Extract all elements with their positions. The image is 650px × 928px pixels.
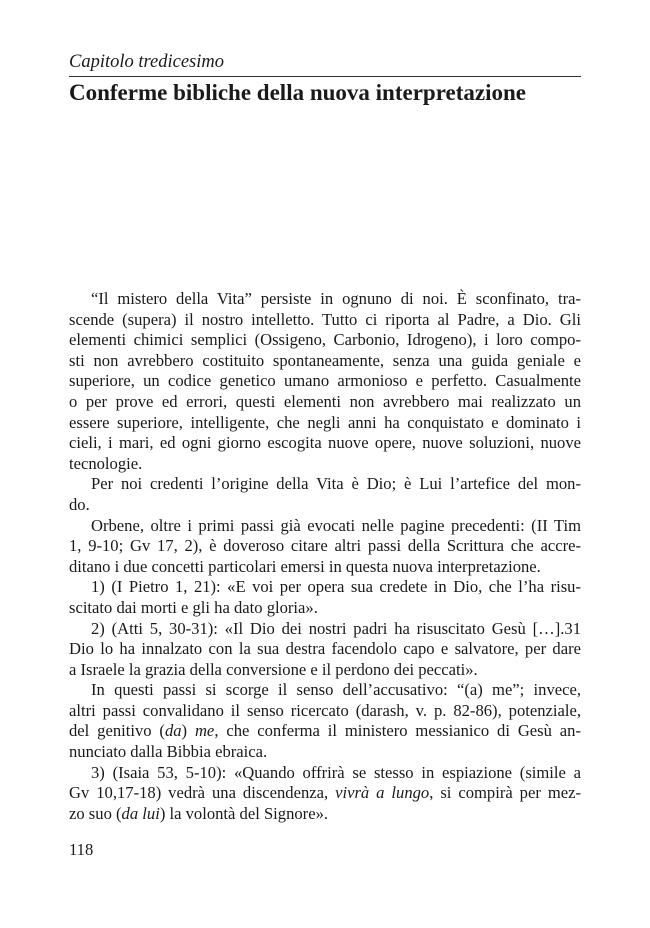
page-title: Conferme bibliche della nuova interpretazione bbox=[69, 80, 526, 105]
text-line bbox=[69, 721, 581, 742]
text-segment: del genitivo ( bbox=[69, 721, 165, 741]
text-line bbox=[69, 392, 581, 413]
text-line bbox=[69, 413, 581, 434]
text-segment: “Il mistero della Vita” persiste in ognuno di noi. È sconfinato, tra- bbox=[91, 289, 581, 308]
text-line bbox=[69, 804, 581, 825]
text-segment: ) la volontà del Signore». bbox=[159, 803, 329, 823]
chapter-label: Capitolo tredicesimo bbox=[69, 52, 225, 72]
text-segment: Per noi credenti l’origine della Vita è Dio; è Lui l’artefice del mon- bbox=[91, 474, 581, 494]
text-line bbox=[69, 310, 581, 331]
text-segment: o per prove ed errori, questi elementi non avrebbero mai realizzato un bbox=[69, 391, 581, 411]
text-line bbox=[69, 536, 581, 557]
text-segment: 3) (Isaia 53, 5-10): «Quando offrirà se stesso in espiazione (simile a bbox=[91, 762, 581, 782]
italic-text: da bbox=[164, 721, 182, 741]
text-segment: , si compirà per mez- bbox=[429, 783, 581, 803]
body-text bbox=[69, 289, 581, 824]
text-line bbox=[69, 619, 581, 640]
text-segment: 1) (I Pietro 1, 21): «E voi per opera sua credete in Dio, che l’ha risu- bbox=[91, 577, 581, 597]
text-segment: Orbene, oltre i primi passi già evocati nelle pagine precedenti: (II Tim bbox=[91, 515, 581, 535]
text-line bbox=[69, 783, 581, 804]
text-segment: nunciato dalla Bibbia ebraica. bbox=[69, 742, 268, 762]
text-line bbox=[69, 660, 581, 681]
text-segment: Gv 10,17-18) vedrà una discendenza, bbox=[69, 783, 336, 803]
text-segment: sti non avrebbero costituito spontaneamente, senza una guida geniale e bbox=[69, 350, 581, 370]
text-segment: tecnologie. bbox=[69, 453, 143, 473]
text-segment: do. bbox=[69, 494, 90, 514]
text-segment: essere superiore, intelligente, che negli anni ha conquistato e dominato i bbox=[69, 412, 581, 432]
text-line bbox=[69, 557, 581, 578]
header-divider bbox=[69, 76, 581, 77]
text-line bbox=[69, 680, 581, 701]
text-line bbox=[69, 516, 581, 537]
text-segment: altri passi convalidano il senso ricercato (darash, v. p. 82-86), potenziale, bbox=[69, 700, 581, 720]
italic-text: me bbox=[194, 721, 215, 741]
text-line bbox=[69, 289, 581, 310]
text-line bbox=[69, 351, 581, 372]
text-segment: elementi chimici semplici (Ossigeno, Carbonio, Idrogeno), i loro compo- bbox=[69, 330, 581, 350]
italic-text: da lui bbox=[121, 803, 160, 823]
text-line bbox=[69, 639, 581, 660]
text-line bbox=[69, 742, 581, 763]
text-line bbox=[69, 598, 581, 619]
text-segment: In questi passi si scorge il senso dell’accusativo: “(a) me”; invece, bbox=[91, 680, 581, 700]
text-segment: scende (supera) il nostro intelletto. Tutto ci riporta al Padre, a Dio. Gli bbox=[69, 309, 581, 329]
text-segment: Dio lo ha innalzato con la sua destra facendolo capo e salvatore, per dare bbox=[69, 639, 581, 659]
text-segment: zo suo ( bbox=[69, 803, 122, 823]
text-line bbox=[69, 330, 581, 351]
text-segment: 2) (Atti 5, 30-31): «Il Dio dei nostri padri ha risuscitato Gesù […].31 bbox=[91, 618, 581, 638]
text-segment: a Israele la grazia della conversione e il perdono dei peccati». bbox=[69, 659, 478, 679]
text-segment: cieli, i mari, ed ogni giorno escogita nuove opere, nuove soluzioni, nuove bbox=[69, 433, 581, 453]
page-number: 118 bbox=[69, 840, 94, 859]
text-line bbox=[69, 433, 581, 454]
text-segment: , che conferma il ministero messianico di Gesù an- bbox=[214, 721, 581, 741]
text-segment: scitato dai morti e gli ha dato gloria». bbox=[69, 597, 318, 617]
italic-text: vivrà a lungo bbox=[335, 783, 430, 803]
text-line bbox=[69, 701, 581, 722]
text-segment: ditano i due concetti particolari emersi in questa nuova interpretazione. bbox=[69, 556, 541, 576]
text-segment: ) bbox=[181, 721, 195, 741]
text-line bbox=[69, 577, 581, 598]
text-line bbox=[69, 495, 581, 516]
text-segment: superiore, un codice genetico umano armonioso e perfetto. Casualmente bbox=[69, 371, 581, 391]
text-line bbox=[69, 371, 581, 392]
text-segment: 1, 9-10; Gv 17, 2), è doveroso citare altri passi della Scrittura che accre- bbox=[69, 536, 581, 556]
text-line bbox=[69, 454, 581, 475]
text-line bbox=[69, 763, 581, 784]
text-line bbox=[69, 474, 581, 495]
